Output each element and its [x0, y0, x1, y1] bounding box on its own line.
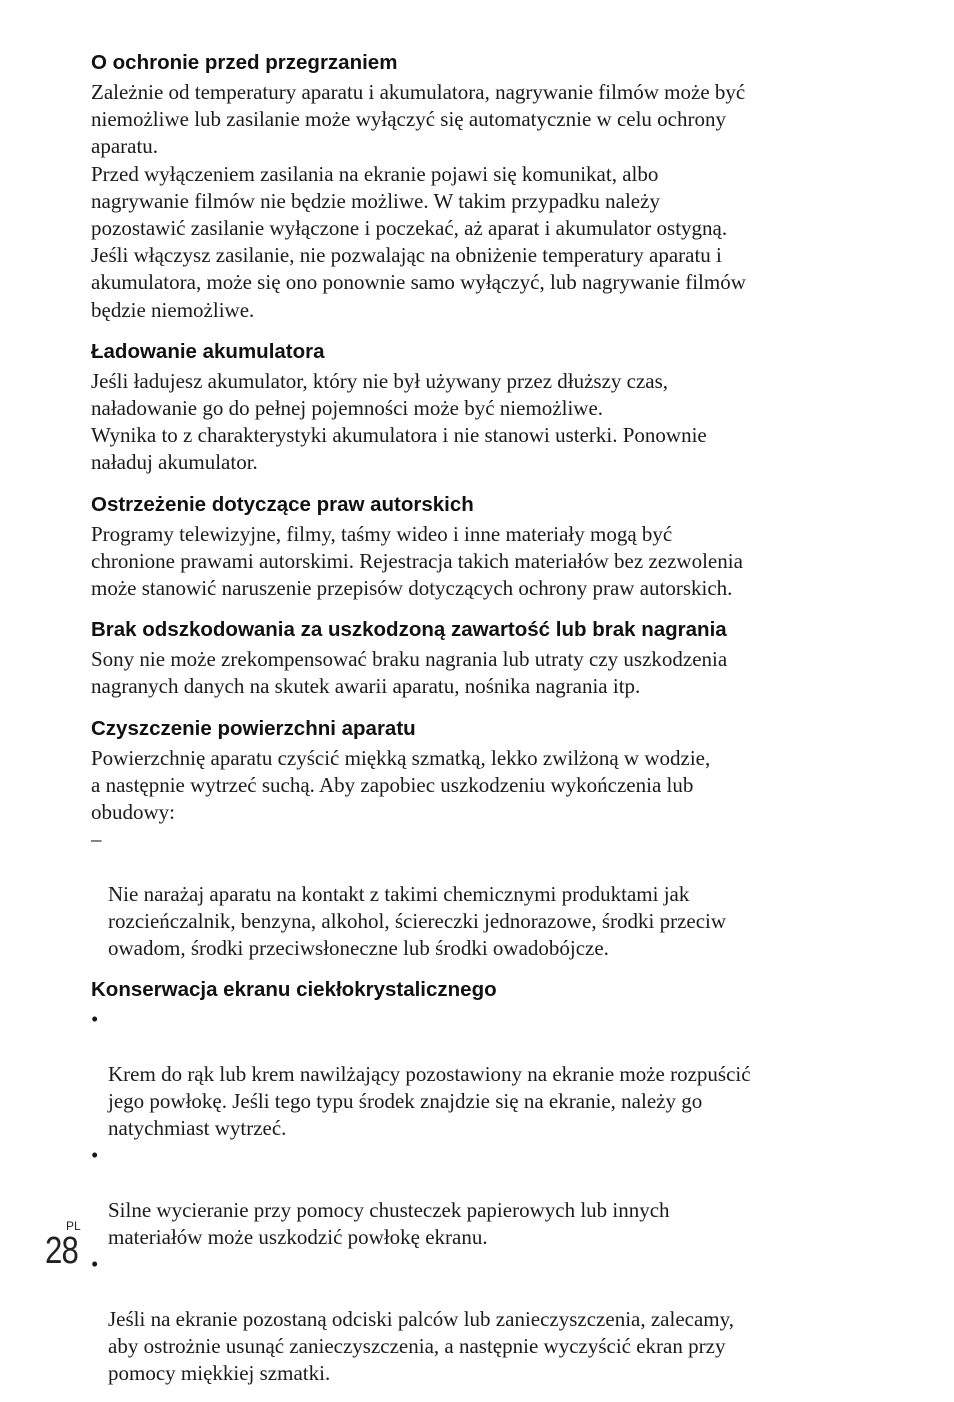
document-page	[91, 50, 851, 1402]
bullet-mark: •	[91, 1007, 99, 1032]
section-heading: O ochronie przed przegrzaniem	[91, 51, 398, 74]
list-item	[91, 1251, 851, 1387]
list-item-text: Silne wycieranie przy pomocy chusteczek papierowych lub innych materiałów może uszkodzić powłokę ekranu.	[108, 1197, 670, 1249]
list-item	[91, 826, 851, 962]
bullet-list	[91, 1006, 851, 1387]
dash-list	[91, 826, 851, 962]
section-battery-charging	[91, 339, 851, 477]
section-no-compensation	[91, 617, 851, 700]
list-item-text: Jeśli na ekranie pozostaną odciski palców lub zanieczyszczenia, zalecamy, aby ostrożnie usunąć zanieczyszczenia, a następnie wyczyścić ekran przy pomocy miękkiej szmatki.	[108, 1306, 735, 1385]
section-heading: Konserwacja ekranu ciekłokrystalicznego	[91, 978, 497, 1002]
paragraph: Wynika to z charakterystyki akumulatora i nie stanowi usterki. Ponownie naładuj akumulator.	[91, 423, 707, 475]
paragraph: Zależnie od temperatury aparatu i akumulatora, nagrywanie filmów może być niemożliwe lub zasilanie może wyłączyć się automatycznie w celu ochrony aparatu.	[91, 80, 746, 159]
paragraph: Programy telewizyjne, filmy, taśmy wideo i inne materiały mogą być chronione prawami autorskimi. Rejestracja takich materiałów bez zezwolenia może stanowić naruszenie przepisów dotyczących ochrony praw autorskich.	[91, 521, 743, 601]
list-item-text: Nie narażaj aparatu na kontakt z takimi chemicznymi produktami jak rozcieńczalnik, benzyna, alkohol, ściereczki jednorazowe, środki przeciw owadom, środki przeciwsłoneczne lub środki owadobójcze.	[108, 881, 727, 961]
list-item	[91, 1142, 851, 1251]
section-heading: Czyszczenie powierzchni aparatu	[91, 716, 416, 740]
bullet-mark: •	[91, 1143, 99, 1168]
section-heading: Brak odszkodowania za uszkodzoną zawartość lub brak nagrania	[91, 618, 727, 642]
list-item-text: Krem do rąk lub krem nawilżający pozostawiony na ekranie może rozpuścić jego powłokę. Jeśli tego typu środek znajdzie się na ekranie, należy go natychmiast wytrzeć.	[108, 1061, 751, 1141]
paragraph: Powierzchnię aparatu czyścić miękką szmatką, lekko zwilżoną w wodzie, a następnie wytrzeć suchą. Aby zapobiec uszkodzeniu wykończenia lub obudowy:	[91, 745, 711, 825]
section-cleaning-surface	[91, 716, 851, 963]
section-overheat-protection	[91, 50, 851, 324]
paragraph: Sony nie może zrekompensować braku nagrania lub utraty czy uszkodzenia nagranych danych na skutek awarii aparatu, nośnika nagrania itp.	[91, 647, 728, 699]
dash-mark: –	[91, 827, 102, 852]
page-number: 28	[45, 1230, 79, 1272]
section-copyright-warning	[91, 492, 851, 603]
section-heading: Ostrzeżenie dotyczące praw autorskich	[91, 492, 474, 516]
paragraph: Jeśli ładujesz akumulator, który nie był używany przez dłuższy czas, naładowanie go do pełnej pojemności może być niemożliwe.	[91, 368, 669, 421]
section-heading: Ładowanie akumulatora	[91, 339, 325, 363]
bullet-mark: •	[91, 1252, 99, 1277]
list-item	[91, 1006, 851, 1142]
paragraph: Przed wyłączeniem zasilania na ekranie pojawi się komunikat, albo nagrywanie filmów nie będzie możliwe. W takim przypadku należy pozostawić zasilanie wyłączone i poczekać, aż aparat i akumulator ostygną. Jeśli włączysz zasilanie, nie pozwalając na obniżenie temperatury aparatu i akumulatora, może się ono ponownie samo wyłączyć, lub nagrywanie filmów będzie niemożliwe.	[91, 161, 746, 322]
language-code: PL	[66, 1219, 81, 1233]
section-lcd-care	[91, 977, 851, 1387]
